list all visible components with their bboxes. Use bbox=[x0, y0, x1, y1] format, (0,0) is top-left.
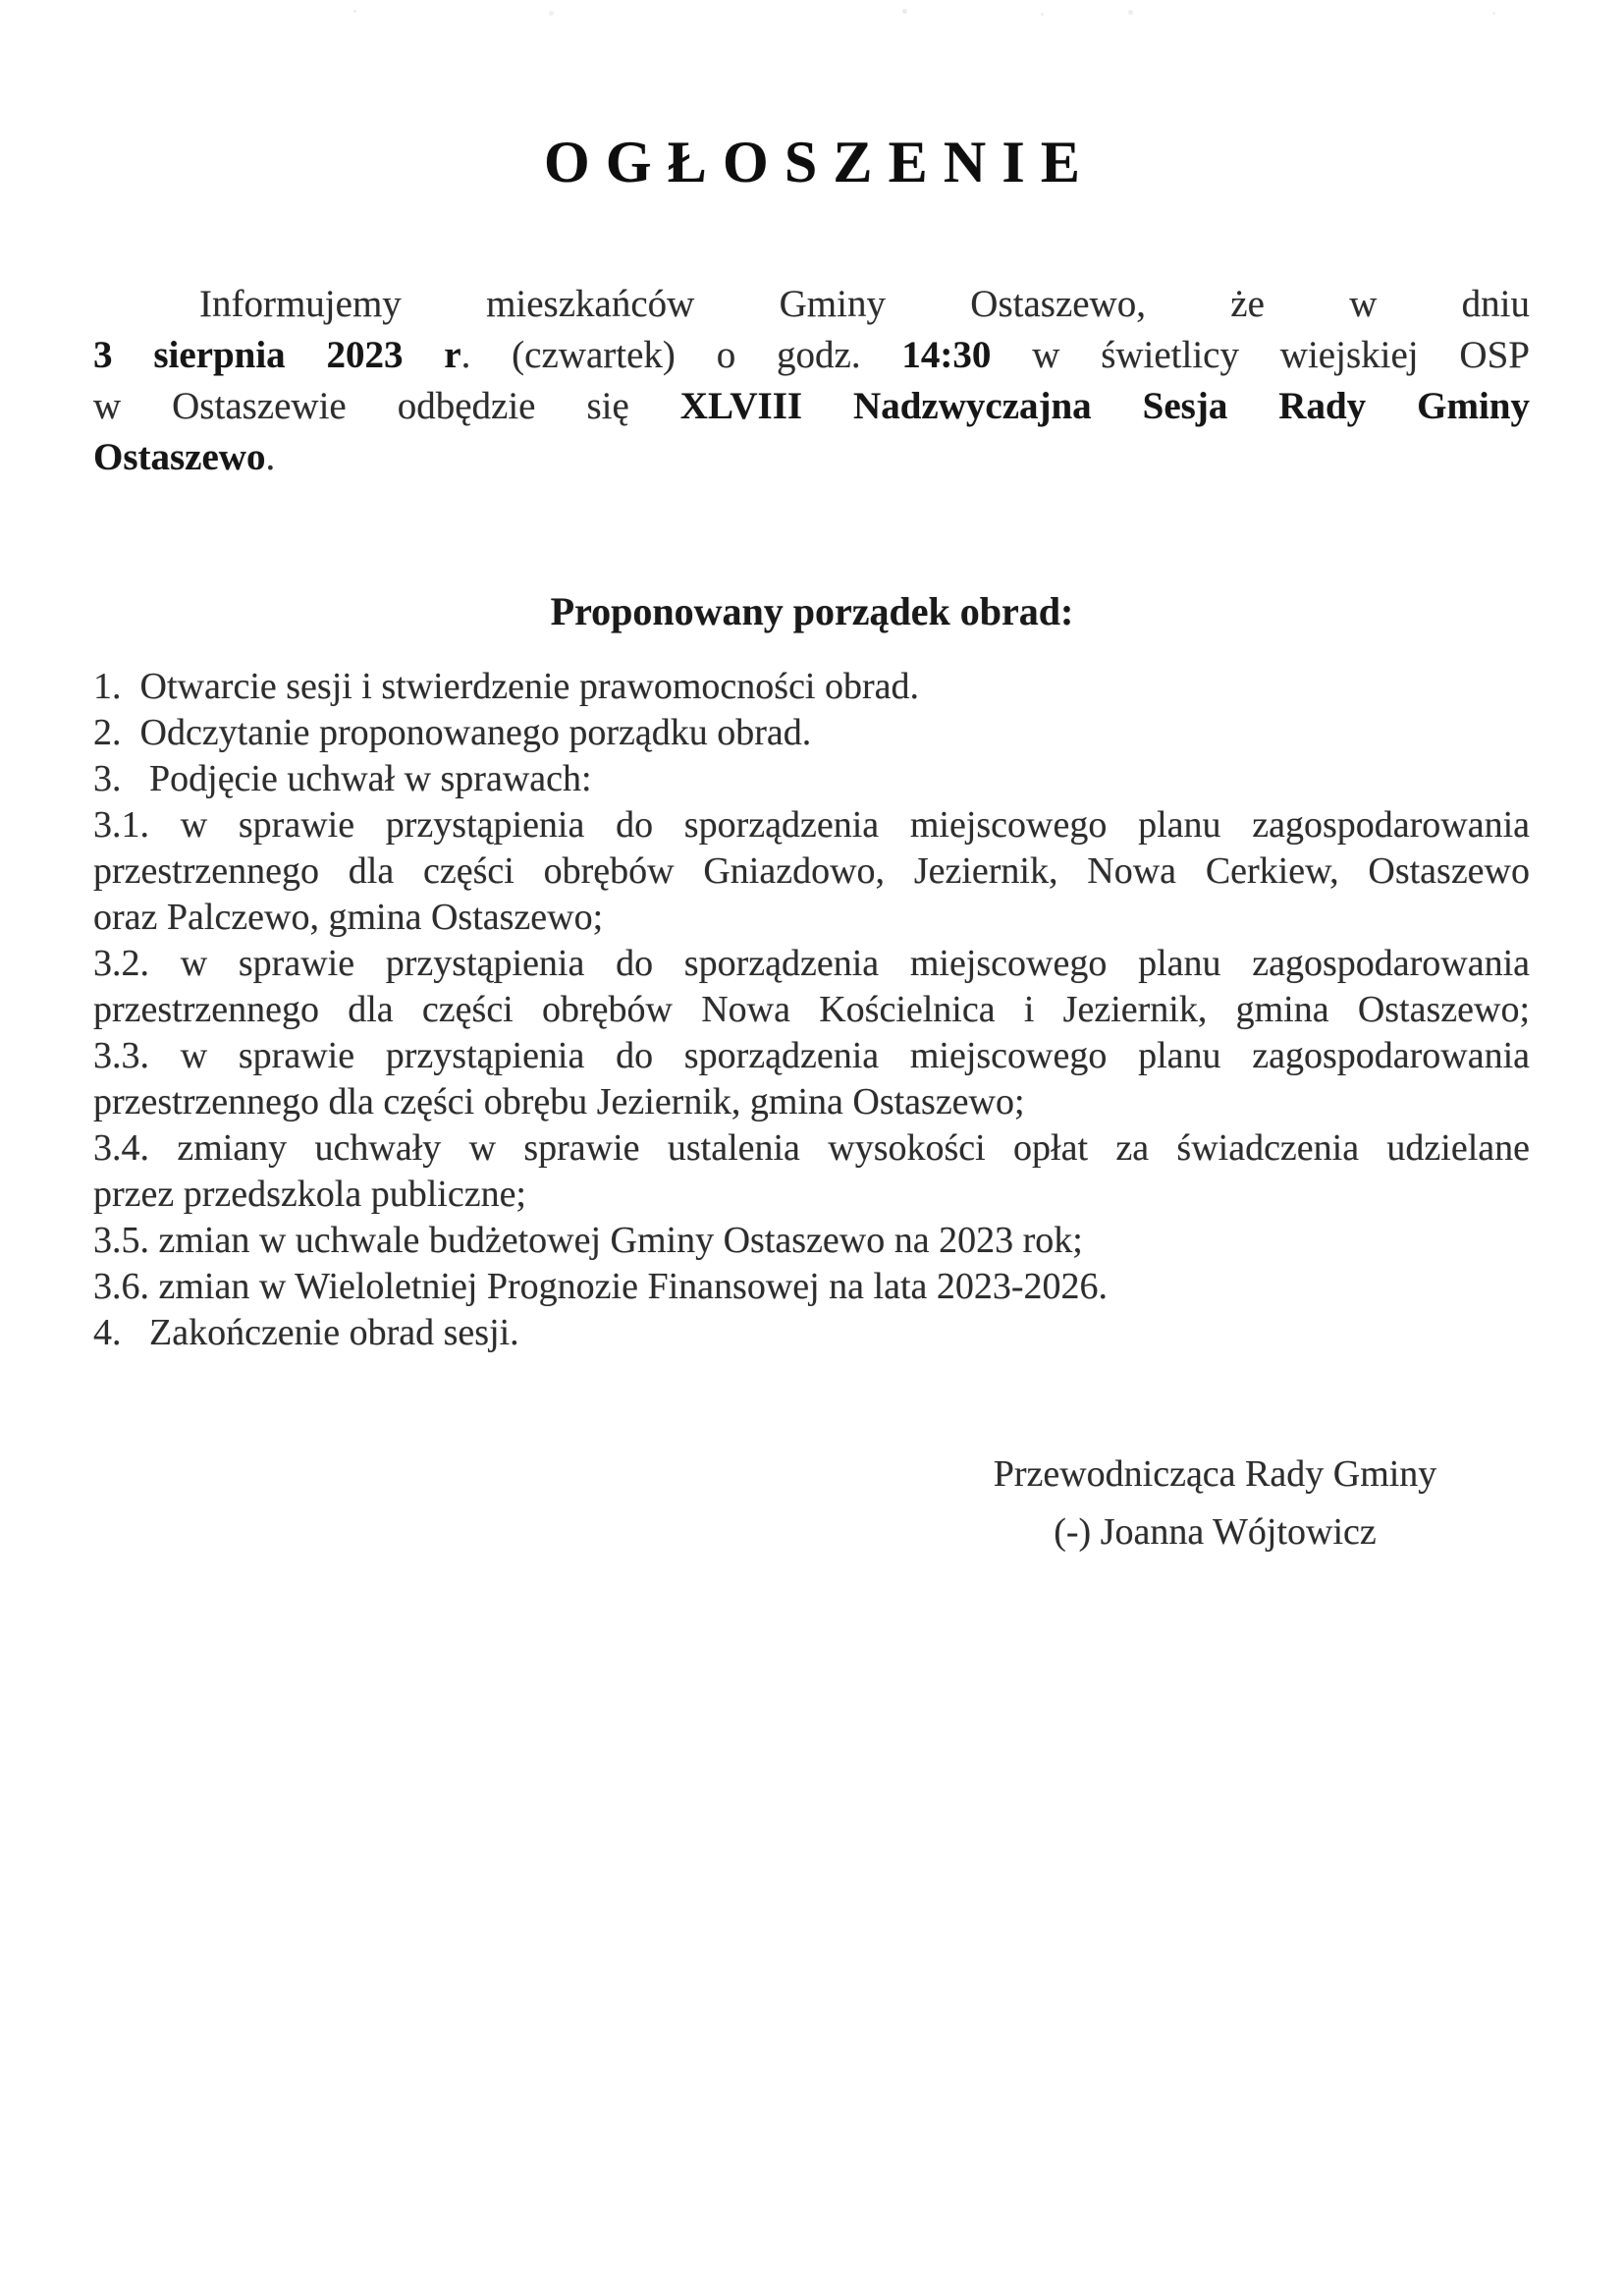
intro-line-2 bbox=[93, 330, 1530, 381]
agenda-item-3-3-line-1: 3.3. w sprawie przystąpienia do sporządzenia miejscowego planu zagospodarowania bbox=[93, 1035, 1530, 1076]
agenda-item-4: 4. Zakończenie obrad sesji. bbox=[93, 1312, 519, 1353]
intro-paragraph bbox=[93, 279, 1530, 483]
agenda-item-1: 1. Otwarcie sesji i stwierdzenie prawomocności obrad. bbox=[93, 666, 920, 707]
intro-line-3 bbox=[93, 381, 1530, 432]
agenda-item-3-2-line-1: 3.2. w sprawie przystąpienia do sporządzenia miejscowego planu zagospodarowania bbox=[93, 943, 1530, 984]
session-name-continued: Ostaszewo bbox=[93, 436, 266, 478]
agenda-item-3-4-line-2: przez przedszkola publiczne; bbox=[93, 1174, 526, 1215]
scan-noise-specks bbox=[353, 10, 356, 13]
signature-role: Przewodnicząca Rady Gminy bbox=[993, 1453, 1437, 1495]
agenda-item-3-3-line-2: przestrzennego dla części obrębu Jeziernik, gmina Ostaszewo; bbox=[93, 1081, 1025, 1122]
agenda-item-3-1-line-2: przestrzennego dla części obrębów Gniazdowo, Jeziernik, Nowa Cerkiew, Ostaszewo bbox=[93, 850, 1530, 892]
agenda-item-3: 3. Podjęcie uchwał w sprawach: bbox=[93, 758, 592, 799]
agenda-item-3-6: 3.6. zmian w Wieloletniej Prognozie Finansowej na lata 2023-2026. bbox=[93, 1266, 1109, 1307]
intro-line-4 bbox=[93, 432, 1530, 483]
agenda-list bbox=[93, 664, 1530, 1356]
agenda-item-3-2-line-2: przestrzennego dla części obrębów Nowa Kościelnica i Jeziernik, gmina Ostaszewo; bbox=[93, 989, 1530, 1030]
session-date: 3 sierpnia 2023 r bbox=[93, 334, 461, 376]
intro-line-2-text-b: w świetlicy wiejskiej OSP bbox=[991, 334, 1530, 376]
session-time: 14:30 bbox=[901, 334, 992, 376]
intro-line-4-period: . bbox=[265, 436, 276, 478]
page-title: OGŁOSZENIE bbox=[544, 130, 1097, 194]
intro-line-3-text: w Ostaszewie odbędzie się bbox=[93, 385, 680, 427]
session-name: XLVIII Nadzwyczajna Sesja Rady Gminy bbox=[679, 385, 1530, 427]
intro-line-1-text: Informujemy mieszkańców Gminy Ostaszewo, że w dniu bbox=[199, 283, 1530, 325]
agenda-item-3-4-line-1: 3.4. zmiany uchwały w sprawie ustalenia wysokości opłat za świadczenia udzielane bbox=[93, 1127, 1530, 1169]
signature-block bbox=[933, 1451, 1497, 1556]
agenda-item-2: 2. Odczytanie proponowanego porządku obrad. bbox=[93, 712, 812, 753]
agenda-item-3-1-line-1: 3.1. w sprawie przystąpienia do sporządzenia miejscowego planu zagospodarowania bbox=[93, 804, 1530, 846]
intro-line-1 bbox=[93, 279, 1530, 330]
agenda-item-3-5: 3.5. zmian w uchwale budżetowej Gminy Ostaszewo na 2023 rok; bbox=[93, 1220, 1083, 1261]
agenda-heading: Proponowany porządek obrad: bbox=[550, 589, 1074, 633]
intro-line-2-text-a: . (czwartek) o godz. bbox=[460, 334, 902, 376]
signature-name: (-) Joanna Wójtowicz bbox=[1054, 1511, 1377, 1553]
agenda-item-3-1-line-3: oraz Palczewo, gmina Ostaszewo; bbox=[93, 897, 604, 938]
